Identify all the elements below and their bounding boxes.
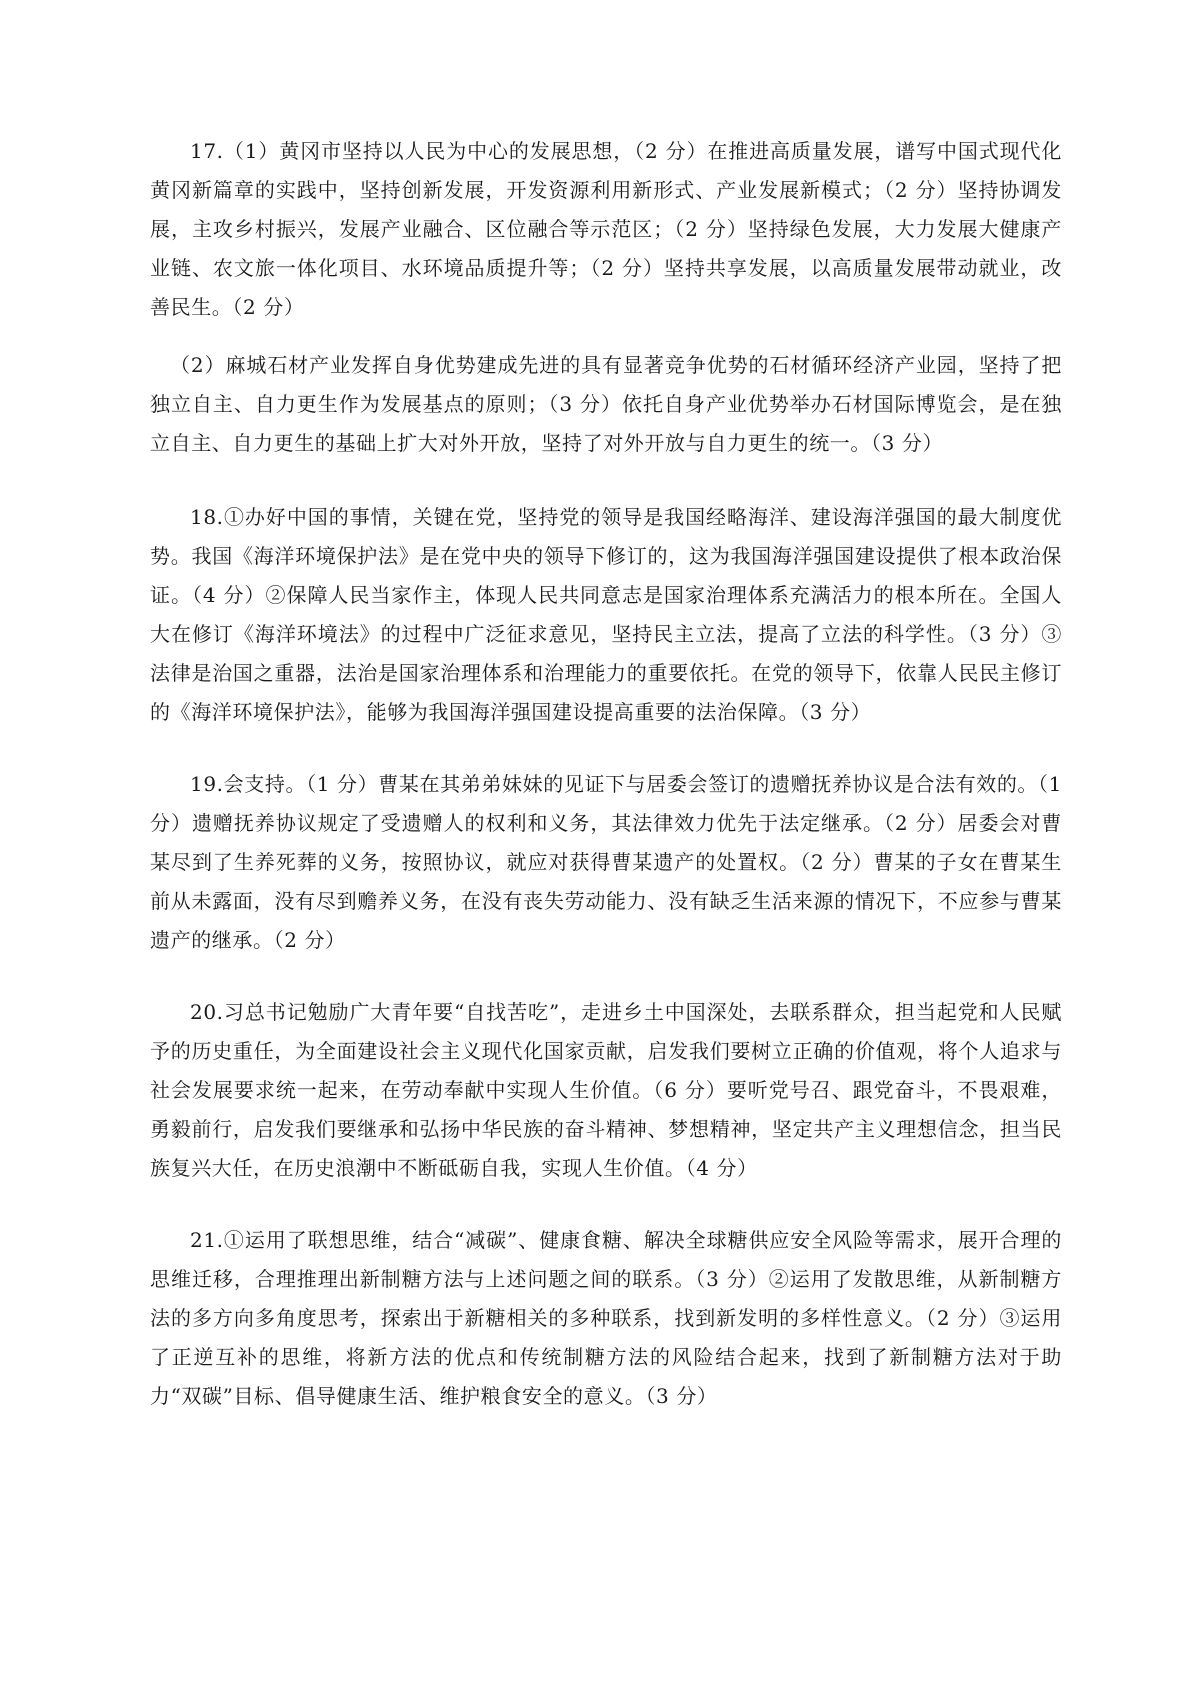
answer-21: 21.①运用了联想思维，结合“减碳”、健康食糖、解决全球糖供应安全风险等需求，展开合理的思维迁移，合理推理出新制糖方法与上述问题之间的联系。（3 分）②运用了发散思维，从新制糖方法的多方向多角度思考，探索出于新糖相关的多种联系，找到新发明的多样性意义。（2 分）③运用了正逆互补的思维，将新方法的优点和传统制糖方法的风险结合起来，找到了新制糖方法对于助力“双碳”目标、倡导健康生活、维护粮食安全的意义。（3 分） [150, 1228, 1062, 1408]
answer-19: 19.会支持。（1 分）曹某在其弟弟妹妹的见证下与居委会签订的遗赠抚养协议是合法有效的。（1 分）遗赠抚养协议规定了受遗赠人的权利和义务，其法律效力优先于法定继承。（2 分）居委会对曹某尽到了生养死葬的义务，按照协议，就应对获得曹某遗产的处置权。（2 分）曹某的子女在曹某生前从未露面，没有尽到赡养义务，在没有丧失劳动能力、没有缺乏生活来源的情况下，不应参与曹某遗产的继承。（2 分） [150, 772, 1062, 952]
answer-17-part-1: 17.（1）黄冈市坚持以人民为中心的发展思想，（2 分）在推进高质量发展，谱写中国式现代化黄冈新篇章的实践中，坚持创新发展，开发资源利用新形式、产业发展新模式；（2 分）坚持协调发展，主攻乡村振兴，发展产业融合、区位融合等示范区；（2 分）坚持绿色发展，大力发展大健康产业链、农文旅一体化项目、水环境品质提升等；（2 分）坚持共享发展，以高质量发展带动就业，改善民生。（2 分） [150, 139, 1062, 319]
answer-20: 20.习总书记勉励广大青年要“自找苦吃”，走进乡土中国深处，去联系群众，担当起党和人民赋予的历史重任，为全面建设社会主义现代化国家贡献，启发我们要树立正确的价值观，将个人追求与社会发展要求统一起来，在劳动奉献中实现人生价值。（6 分）要听党号召、跟党奋斗，不畏艰难，勇毅前行，启发我们要继承和弘扬中华民族的奋斗精神、梦想精神，坚定共产主义理想信念，担当民族复兴大任，在历史浪潮中不断砥砺自我，实现人生价值。（4 分） [150, 1000, 1062, 1180]
answer-17-part-2: （2）麻城石材产业发挥自身优势建成先进的具有显著竞争优势的石材循环经济产业园，坚持了把独立自主、自力更生作为发展基点的原则；（3 分）依托自身产业优势举办石材国际博览会，是在独立自主、自力更生的基础上扩大对外开放，坚持了对外开放与自力更生的统一。（3 分） [150, 353, 1062, 455]
answer-18: 18.①办好中国的事情，关键在党，坚持党的领导是我国经略海洋、建设海洋强国的最大制度优势。我国《海洋环境保护法》是在党中央的领导下修订的，这为我国海洋强国建设提供了根本政治保证。（4 分）②保障人民当家作主，体现人民共同意志是国家治理体系充满活力的根本所在。全国人大在修订《海洋环境法》的过程中广泛征求意见，坚持民主立法，提高了立法的科学性。（3 分）③法律是治国之重器，法治是国家治理体系和治理能力的重要依托。在党的领导下，依靠人民民主修订的《海洋环境保护法》，能够为我国海洋强国建设提高重要的法治保障。（3 分） [150, 505, 1062, 724]
